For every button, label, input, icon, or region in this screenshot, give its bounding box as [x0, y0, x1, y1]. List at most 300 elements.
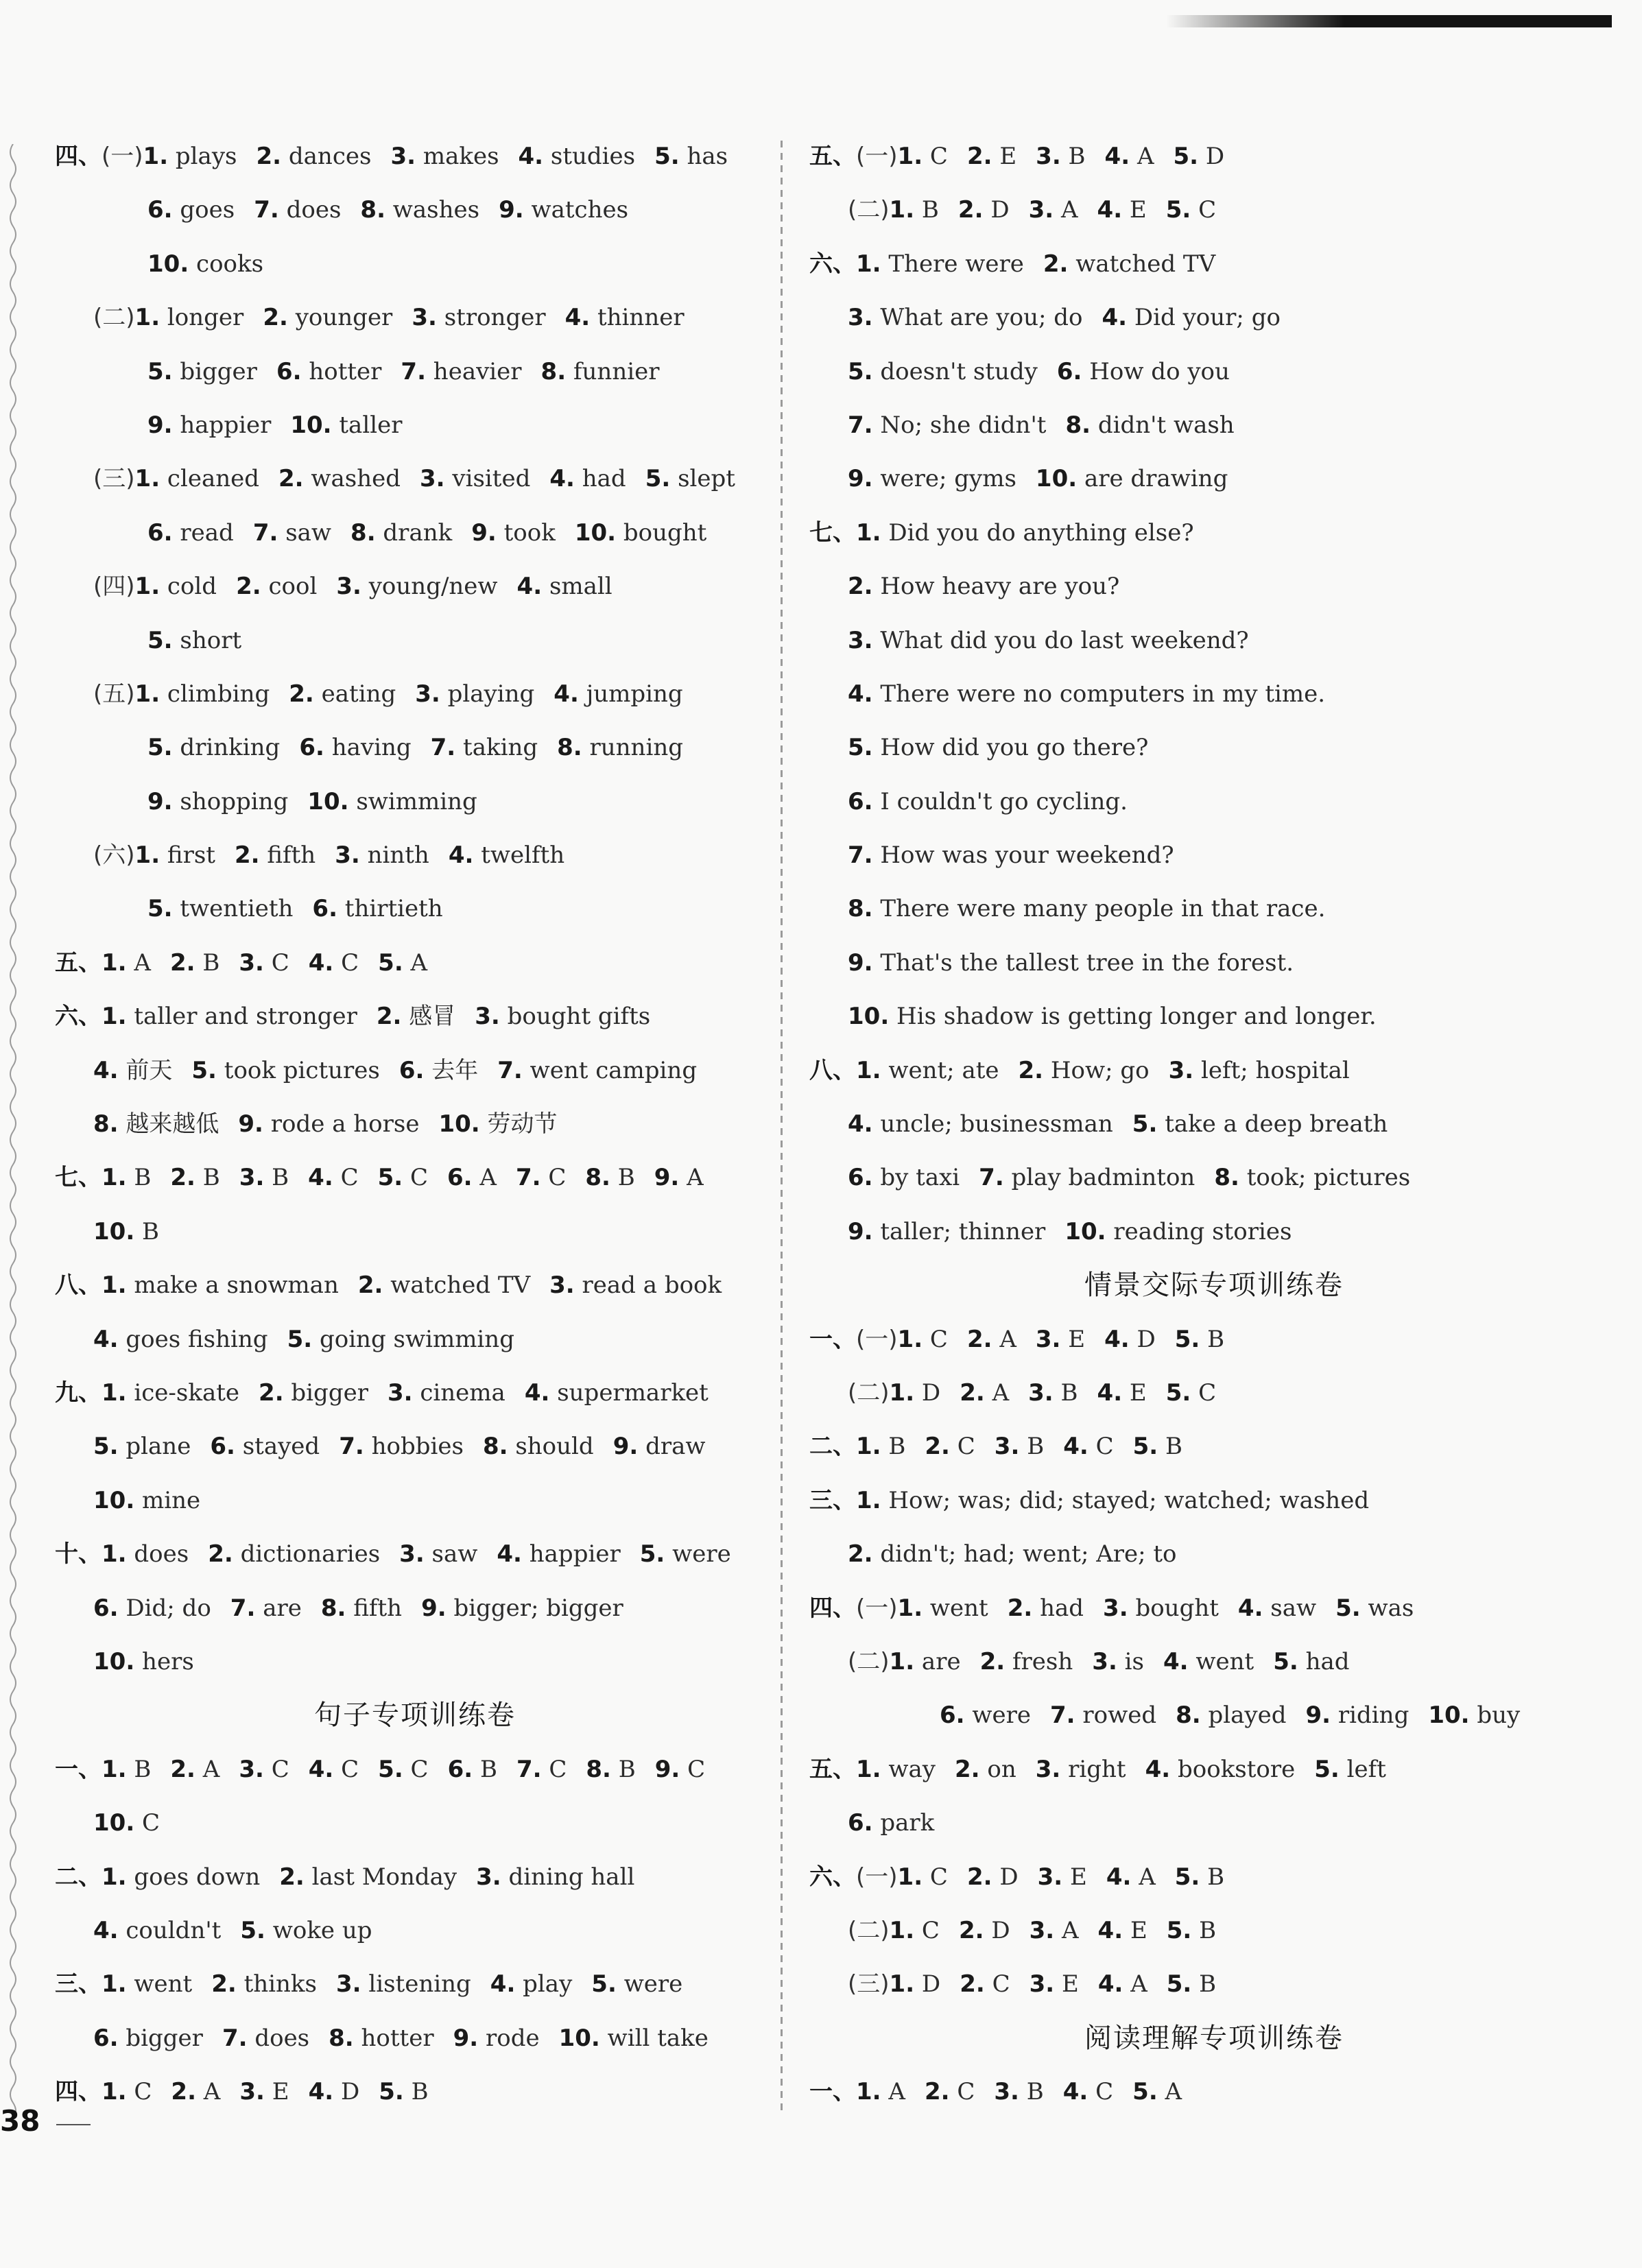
item-number: 4. — [1063, 1433, 1088, 1461]
item-answer: ninth — [367, 841, 429, 870]
item-answer: rode a horse — [270, 1110, 420, 1138]
item-answer: short — [180, 626, 242, 654]
answer-item — [898, 1326, 948, 1353]
item-number: 8. — [848, 895, 873, 923]
item-number: 3. — [420, 465, 445, 493]
item-number: 7. — [401, 357, 426, 385]
item-number: 2. — [263, 304, 288, 332]
answer-item — [312, 895, 442, 922]
item-answer: didn't; had; went; Are; to — [880, 1540, 1177, 1568]
item-number: 7. — [230, 1594, 256, 1622]
item-answer: E — [1130, 1916, 1147, 1944]
answer-item — [995, 1433, 1044, 1460]
item-answer: were — [623, 1970, 683, 1998]
answer-item — [559, 2025, 709, 2052]
item-answer: B — [921, 196, 939, 224]
answer-item — [575, 519, 707, 547]
item-answer: B — [618, 1755, 636, 1783]
item-answer: happier — [529, 1540, 621, 1568]
item-number: 3. — [1036, 143, 1061, 170]
item-number: 9. — [238, 1110, 263, 1138]
answer-item — [390, 143, 499, 170]
item-answer: B — [202, 1164, 220, 1192]
item-number: 9. — [471, 518, 497, 547]
answer-item — [147, 411, 271, 439]
item-number: 8. — [586, 1755, 611, 1783]
answer-item — [1167, 1917, 1216, 1944]
item-number: 8. — [93, 1110, 119, 1138]
item-number: 5. — [1165, 1378, 1191, 1407]
item-answer: thirtieth — [344, 895, 443, 923]
item-answer: taking — [463, 734, 538, 762]
answer-item — [329, 2025, 433, 2052]
item-answer: E — [1069, 1863, 1087, 1891]
section-number: 一、 — [809, 1325, 856, 1353]
item-answer: make a snowman — [134, 1272, 339, 1300]
answer-item — [235, 841, 316, 869]
item-answer: went — [1195, 1647, 1254, 1675]
item-answer: B — [134, 1164, 152, 1192]
answer-item — [421, 1595, 623, 1622]
item-number: 1. — [134, 465, 160, 493]
answer-item — [1050, 1702, 1156, 1729]
answer-item — [1175, 1863, 1224, 1891]
answer-item — [102, 1164, 151, 1191]
answer-line — [809, 1044, 1619, 1097]
item-answer: cooks — [196, 250, 264, 278]
answer-item — [654, 143, 728, 170]
answer-line — [55, 398, 775, 452]
item-number: 10. — [558, 2024, 600, 2052]
answer-item — [1092, 1648, 1144, 1675]
item-answer: A — [687, 1164, 704, 1192]
item-number: 9. — [421, 1594, 447, 1622]
item-number: 5. — [1132, 1433, 1158, 1461]
answer-line — [55, 1743, 775, 1796]
item-answer: bigger — [180, 357, 257, 385]
item-answer: How; go — [1050, 1056, 1150, 1084]
answer-item — [1065, 411, 1234, 439]
item-number: 3. — [399, 1540, 425, 1568]
answer-item — [254, 196, 341, 224]
item-number: 2. — [960, 1970, 985, 1998]
answer-item — [890, 1917, 940, 1944]
item-answer: C — [142, 1809, 160, 1837]
item-answer: cold — [167, 573, 217, 601]
answer-line — [809, 1420, 1619, 1473]
item-answer: A — [888, 2078, 905, 2106]
item-number: 5. — [1166, 1916, 1192, 1944]
item-answer: dining hall — [508, 1863, 635, 1891]
section-number: 八、 — [809, 1056, 856, 1084]
answer-line — [809, 936, 1619, 990]
item-answer: That's the tallest tree in the forest. — [880, 948, 1294, 977]
item-number: 10. — [93, 1647, 135, 1675]
item-number: 6. — [447, 1164, 473, 1192]
item-number: 1. — [897, 143, 923, 170]
item-number: 1. — [889, 196, 915, 224]
item-answer: twentieth — [180, 895, 294, 923]
item-number: 4. — [448, 841, 474, 870]
item-answer: fifth — [353, 1594, 403, 1622]
item-number: 7. — [254, 196, 279, 224]
item-number: 10. — [147, 250, 189, 278]
answer-item — [102, 1970, 192, 1998]
item-answer: watched TV — [390, 1272, 531, 1300]
item-number: 5. — [147, 734, 173, 762]
item-answer: riding — [1337, 1702, 1409, 1730]
answer-item — [1314, 1756, 1386, 1783]
column-divider — [781, 141, 783, 2116]
item-number: 1. — [856, 1056, 881, 1084]
item-number: 1. — [856, 2078, 881, 2106]
item-answer: C — [1198, 196, 1217, 224]
item-answer: rode — [486, 2024, 540, 2052]
item-answer: drinking — [180, 734, 281, 762]
answer-line — [809, 345, 1619, 398]
answer-item — [135, 680, 270, 708]
item-answer: fifth — [267, 841, 316, 870]
item-number: 2. — [960, 1378, 985, 1407]
answer-item — [210, 1433, 320, 1460]
item-answer: Did your; go — [1134, 304, 1281, 332]
answer-item — [93, 1326, 268, 1353]
item-number: 8. — [320, 1594, 346, 1622]
answer-item — [655, 1756, 705, 1783]
item-answer: C — [409, 1164, 428, 1192]
answer-item — [476, 1863, 634, 1891]
item-answer: C — [1095, 1433, 1114, 1461]
answer-item — [960, 1970, 1010, 1998]
subsection-number: (一) — [856, 1325, 898, 1353]
answer-item — [890, 196, 939, 224]
item-answer: played — [1208, 1702, 1287, 1730]
answer-item — [1008, 1595, 1084, 1622]
item-answer: C — [992, 1970, 1010, 1998]
answer-item — [1306, 1702, 1409, 1729]
answer-item — [191, 1057, 379, 1084]
item-number: 9. — [848, 1217, 873, 1245]
item-answer: climbing — [167, 680, 270, 708]
section-heading: 情景交际专项训练卷 — [1084, 1269, 1344, 1302]
item-answer: His shadow is getting longer and longer. — [896, 1003, 1377, 1031]
answer-line — [809, 560, 1619, 613]
item-answer: A — [999, 1325, 1016, 1353]
item-answer: A — [1165, 2078, 1182, 2106]
item-number: 1. — [856, 250, 881, 278]
item-number: 1. — [102, 2078, 127, 2106]
answer-line — [55, 2012, 775, 2065]
item-answer: play badminton — [1011, 1164, 1195, 1192]
answer-item — [222, 2025, 309, 2052]
item-number: 2. — [966, 143, 992, 170]
item-number: 4. — [524, 1378, 550, 1407]
item-number: 5. — [654, 143, 680, 170]
answer-item — [1335, 1595, 1414, 1622]
answer-item — [898, 143, 948, 170]
answer-line — [809, 882, 1619, 935]
item-number: 4. — [490, 1970, 516, 1998]
item-number: 6. — [93, 2024, 119, 2052]
item-number: 8. — [1065, 411, 1091, 439]
item-answer: makes — [423, 143, 499, 170]
item-number: 2. — [957, 196, 984, 224]
item-answer: went; ate — [888, 1056, 999, 1084]
answer-line — [55, 183, 775, 237]
answer-item — [848, 1164, 960, 1191]
item-number: 4. — [516, 573, 543, 601]
answer-item — [1428, 1702, 1520, 1729]
item-number: 2. — [925, 1433, 950, 1461]
item-number: 1. — [143, 143, 169, 170]
answer-line — [55, 1205, 775, 1258]
item-answer: B — [1060, 1378, 1078, 1407]
item-answer: happier — [180, 411, 272, 439]
answer-item — [848, 1110, 1113, 1138]
item-number: 4. — [308, 948, 334, 977]
item-answer: C — [340, 1164, 359, 1192]
answer-item — [856, 1487, 1369, 1514]
section-number: 九、 — [55, 1378, 102, 1407]
item-answer: D — [1205, 143, 1225, 170]
item-number: 6. — [940, 1702, 965, 1730]
item-number: 5. — [1165, 196, 1191, 224]
subsection-number: (二) — [848, 1378, 890, 1407]
item-number: 5. — [1273, 1647, 1298, 1675]
answer-item — [447, 1164, 497, 1191]
section-number: 一、 — [809, 2078, 856, 2106]
answer-item — [93, 1057, 172, 1084]
answer-item — [350, 519, 452, 547]
answer-item — [208, 1540, 380, 1568]
item-answer: does — [134, 1540, 189, 1568]
subsection-number: (二) — [848, 196, 890, 224]
answer-item — [1103, 1595, 1219, 1622]
answer-item — [1132, 2078, 1182, 2105]
item-answer: B — [617, 1164, 635, 1192]
item-number: 1. — [102, 948, 127, 977]
answer-item — [856, 250, 1024, 278]
answer-line — [809, 183, 1619, 237]
item-answer: has — [687, 143, 728, 170]
item-answer: are — [263, 1594, 302, 1622]
item-number: 2. — [954, 1755, 980, 1783]
subsection-number: (一) — [856, 1863, 898, 1891]
answer-item — [1036, 1756, 1126, 1783]
section-number: 四、 — [55, 143, 102, 170]
answer-item — [848, 1540, 1177, 1568]
answer-line — [55, 882, 775, 935]
item-number: 1. — [134, 841, 160, 870]
answer-item — [525, 1379, 709, 1407]
item-number: 3. — [1029, 1916, 1055, 1944]
item-answer: C — [929, 1325, 948, 1353]
answer-line — [55, 1151, 775, 1204]
answer-item — [856, 1756, 936, 1783]
answer-line — [809, 1205, 1619, 1258]
section-number: 七、 — [809, 518, 856, 547]
answer-item — [1030, 1917, 1079, 1944]
item-answer: swimming — [356, 787, 477, 815]
item-answer: plane — [126, 1433, 191, 1461]
answer-item — [848, 788, 1128, 815]
item-number: 3. — [848, 626, 873, 654]
item-answer: saw — [285, 518, 332, 547]
item-number: 5. — [1335, 1594, 1361, 1622]
item-answer: C — [921, 1916, 940, 1944]
item-answer: cleaned — [167, 465, 260, 493]
item-number: 5. — [147, 895, 173, 923]
item-answer: hers — [142, 1647, 194, 1675]
answer-line — [809, 667, 1619, 721]
item-number: 6. — [312, 895, 337, 923]
item-answer: right — [1068, 1755, 1126, 1783]
answer-line — [809, 1743, 1619, 1796]
item-number: 3. — [1028, 196, 1054, 224]
item-answer: C — [1198, 1378, 1217, 1407]
answer-item — [940, 1702, 1031, 1729]
item-answer: last Monday — [311, 1863, 457, 1891]
item-number: 1. — [889, 1647, 915, 1675]
answer-item — [848, 949, 1294, 977]
answer-item — [958, 196, 1010, 224]
item-number: 2. — [236, 573, 261, 601]
item-answer: fresh — [1012, 1647, 1073, 1675]
item-number: 5. — [645, 465, 671, 493]
item-answer: taller and stronger — [134, 1003, 357, 1031]
item-answer: were; gyms — [880, 465, 1016, 493]
item-number: 3. — [1035, 1325, 1061, 1353]
section-number: 二、 — [809, 1433, 856, 1461]
item-answer: took; pictures — [1246, 1164, 1411, 1192]
answer-item — [591, 1970, 682, 1998]
item-number: 3. — [239, 1164, 265, 1192]
item-number: 2. — [259, 1378, 284, 1407]
item-number: 5. — [1132, 2078, 1158, 2106]
item-number: 2. — [169, 948, 195, 977]
answer-item — [517, 573, 612, 600]
answer-item — [239, 2078, 289, 2105]
item-answer: E — [1129, 1378, 1147, 1407]
answer-item — [453, 2025, 540, 2052]
item-number: 6. — [147, 196, 173, 224]
item-number: 7. — [222, 2024, 248, 2052]
answer-item — [276, 358, 381, 385]
item-answer: first — [167, 841, 215, 870]
item-number: 1. — [856, 518, 881, 547]
item-answer: park — [880, 1809, 935, 1837]
item-answer: bought — [623, 518, 707, 547]
item-answer: visited — [452, 465, 531, 493]
answer-item — [848, 411, 1046, 439]
item-number: 1. — [102, 1164, 127, 1192]
item-answer: had — [1305, 1647, 1350, 1675]
answer-line — [809, 398, 1619, 452]
item-answer: A — [202, 1755, 220, 1783]
answer-line — [809, 1850, 1619, 1904]
item-answer: How did you go there? — [880, 734, 1149, 762]
item-answer: C — [957, 2078, 975, 2106]
item-answer: was — [1368, 1594, 1414, 1622]
answer-line — [809, 990, 1619, 1043]
answer-item — [1030, 1970, 1079, 1998]
item-answer: D — [991, 1916, 1010, 1944]
item-number: 10. — [574, 518, 617, 547]
section-heading: 句子专项训练卷 — [314, 1699, 516, 1732]
item-answer: went — [134, 1970, 193, 1998]
item-answer: were — [972, 1702, 1031, 1730]
section-number: 二、 — [55, 1863, 102, 1891]
item-answer: taller — [339, 411, 403, 439]
answer-item — [147, 627, 241, 654]
answer-item — [420, 465, 530, 492]
item-number: 4. — [93, 1325, 119, 1353]
item-number: 4. — [1062, 2078, 1088, 2106]
item-answer: C — [548, 1164, 567, 1192]
item-number: 4. — [497, 1540, 522, 1568]
answer-item — [959, 1917, 1010, 1944]
answer-item — [1106, 1863, 1156, 1891]
page-number: 38 — [0, 2104, 40, 2138]
item-number: 6. — [210, 1433, 235, 1461]
answer-line — [55, 452, 775, 505]
item-answer: D — [921, 1378, 941, 1407]
answer-item — [278, 465, 401, 492]
item-number: 2. — [848, 573, 873, 601]
answer-item — [236, 573, 317, 600]
item-number: 9. — [654, 1755, 680, 1783]
item-answer: went — [929, 1594, 988, 1622]
item-number: 4. — [1097, 1378, 1123, 1407]
item-number: 5. — [1132, 1110, 1158, 1138]
answer-line — [55, 828, 775, 882]
answer-item — [238, 1110, 419, 1138]
item-number: 2. — [211, 1970, 237, 1998]
answer-item — [1097, 1379, 1147, 1407]
item-number: 10. — [290, 411, 332, 439]
item-answer: bought — [1135, 1594, 1219, 1622]
item-answer: will take — [607, 2024, 709, 2052]
item-answer: had — [582, 465, 626, 493]
item-answer: does — [286, 196, 342, 224]
item-answer: D — [1137, 1325, 1156, 1353]
item-answer: 感冒 — [409, 1003, 456, 1031]
item-answer: C — [134, 2078, 152, 2106]
item-answer: B — [134, 1755, 152, 1783]
item-number: 7. — [430, 734, 456, 762]
item-answer: A — [479, 1164, 497, 1192]
answer-item — [848, 358, 1038, 385]
item-number: 10. — [307, 787, 349, 815]
item-number: 8. — [557, 734, 582, 762]
item-number: 2. — [979, 1647, 1006, 1675]
item-answer: doesn't study — [880, 357, 1038, 385]
answer-item — [1019, 1057, 1150, 1084]
item-number: 6. — [276, 357, 302, 385]
section-number: 三、 — [55, 1970, 102, 1998]
item-answer: cinema — [420, 1378, 505, 1407]
item-answer: uncle; businessman — [880, 1110, 1113, 1138]
answer-line — [55, 1420, 775, 1473]
answer-item — [848, 734, 1148, 761]
item-answer: C — [271, 948, 289, 977]
item-answer: small — [549, 573, 612, 601]
item-number: 5. — [287, 1325, 313, 1353]
answer-item — [848, 1218, 1045, 1245]
item-answer: shopping — [180, 787, 289, 815]
answer-line — [809, 1097, 1619, 1151]
section-number: 十、 — [55, 1540, 102, 1568]
